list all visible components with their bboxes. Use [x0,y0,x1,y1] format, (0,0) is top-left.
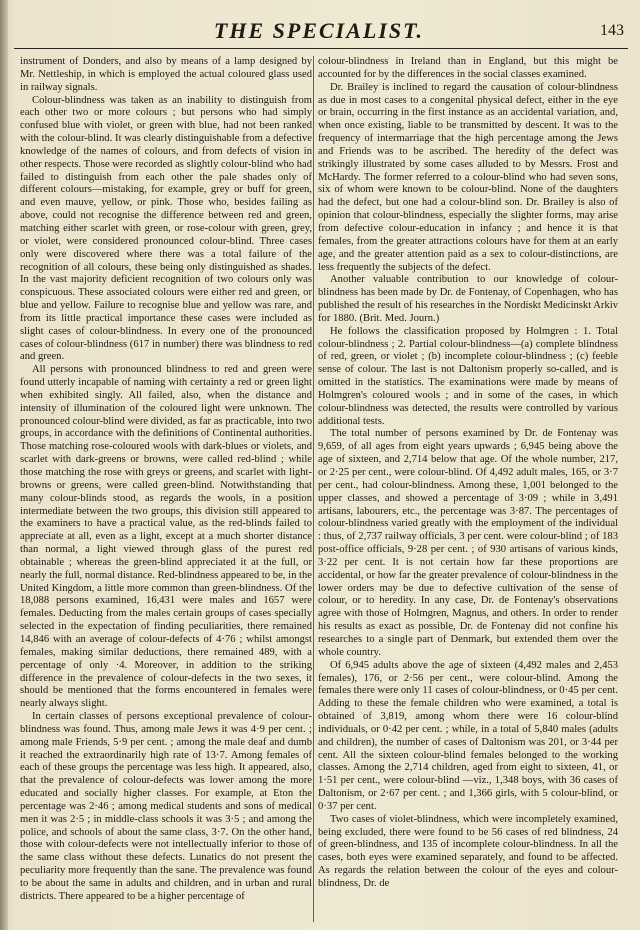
paragraph: All persons with pronounced blindness to red and green were found utterly incapable of naming with certainty a red or green light when exhibited singly. All failed, also, when the distance and intensity of illumination of the coloured light were unknown. The pronounced colour-blind were divided, as far as practicable, into two groups, in accordance with the definitions of Continental authorities. Those matching rose-coloured wools with dark-blues or violets, and scarlet with dark-greens or browns, were called red-blind ; while those matching the rose with greys or greens, and scarlet with light-browns or greens, were called green-blind. Notwithstanding that many colour-blinds stood, as regards the wools, in a position intermediate between the two groups, this division still appeared to the examiners to have a practical value, as the red-blinds failed to appreciate at all, even as a light, except at a much shorter distance than normal, a light viewed through glass of the purest red obtainable ; whereas the green-blind appreciated it at the full, or nearly the full, normal distance. Red-blindness appeared to be, in the United Kingdom, a little more common than green-blindness. Of the 18,088 persons examined, 16,431 were males and 1657 were females. Deducting from the males certain groups of cases specially selected in the expectation of finding peculiarities, there remained 14,846 with an average of colour-defects of 4·76 ; whilst amongst females, making similar deductions, there remained 489, with a percentage of only ·4. Moreover, in addition to the striking difference in the prevalence of colour-defects in the two sexes, it should be mentioned that the forms encountered in females were nearly always slight. [20,364,312,710]
page-binding-shadow [0,0,8,930]
page-number: 143 [600,22,624,39]
paragraph: Colour-blindness was taken as an inability to distinguish from each other two or more colours ; but persons who had simply confused blue with violet, or green with blue, had not been ranked with the colour-blind. It was clearly distinguishable from a defective knowledge of the names of colours, and from defects of vision in other respects. Those were recorded as slightly colour-blind who had failed to distinguish from each other the pale shades only of different colours—mistaking, for example, grey or buff for green, and even mauve, yellow, or pink. Those who, besides failing as above, could not recognise the difference between red and green, matching either scarlet with green, or rose-colour with green, grey, or violet, were considered pronounced colour-blind. Three cases only were discovered where there was a total failure of the recognition of all colours, these being only distinguished as shades. In the vast majority deficient recognition of two colours only was conspicuous. These associated colours were either red and green, or blue and yellow. Failure to recognise blue and yellow was rare, and from its little practical importance these cases were included as slight cases of colour-blindness. In every one of the pronounced cases of colour-blindness (617 in number) there was blindness to red and green. [20,94,312,363]
paragraph: The total number of persons examined by Dr. de Fontenay was 9,659, of all ages from eight years upwards ; 6,945 being above the age of sixteen, and 2,714 below that age. Of the whole number, 217, or 2·25 per cent., were colour-blind. Of 4,492 adult males, 165, or 3·7 per cent., had colour-blindness. Among these, 1,001 belonged to the upper classes, and showed a percentage of 3·09 ; while in 3,491 artisans, labourers, etc., the percentage was 3·87. The percentages of colour-blindness varied greatly with the employment of the individual : thus, of 2,737 railway officials, 3 per cent. were colour-blind ; of 183 post-office officials, 9·28 per cent. ; of 930 artisans of various kinds, 3·22 per cent. It is not certain how far these proportions are accidental, or how far the greater prevalence of colour-blindness in the lower orders may be due to defective cultivation of the sense of colour, or to heredity. In any case, Dr. de Fontenay's observations agree with those of Holmgren, Magnus, and others. In order to render his results as exact as possible, Dr. de Fontenay did not confine his researches to a single part of Denmark, but extended them over the whole country. [318,428,618,658]
paragraph: Dr. Brailey is inclined to regard the causation of colour-blindness as due in most cases to a congenital physical defect, either in the eye or brain, occurring in the first instance as an accidental variation, and, when once existing, liable to be transmitted by descent. It was to the frequency of intermarriage that the high percentage among the Jews and Friends was to be ascribed. The heredity of the defect was strikingly illustrated by some cases alluded to by Messrs. Frost and McHardy. The former referred to a colour-blind who had seven sons, six of whom were known to be colour-blind. None of the daughters had the defect, but one had a colour-blind son. Dr. Brailey is also of opinion that colour-blindness, especially the slighter forms, may arise from defective colour-education in infancy ; and hence it is that females, from the greater attractions colours have for them at an early age, and the greater attention paid as a sex to colour-distinctions, are less frequently the subjects of the defect. [318,81,618,273]
running-title: THE SPECIALIST. [213,18,425,43]
header-rule [14,48,628,49]
paragraph: Of 6,945 adults above the age of sixteen (4,492 males and 2,453 females), 176, or 2·56 per cent., were colour-blind. Among the females there were only 11 cases of colour-blindness, or 0·45 per cent. Adding to these the female children who were examined, a total is obtained of 3,819, among whom there were 16 colour-blind individuals, or 0·42 per cent. ; while, in a total of 5,840 males (adults and children), the number of cases of Daltonism was 201, or 3·44 per cent. All the sixteen colour-blind females belonged to the working classes. Among the 2,714 children, aged from eight to sixteen, 41, or 1·51 per cent., were colour-blind —viz., 1,348 boys, with 36 cases of Daltonism, or 2·67 per cent. ; and 1,366 girls, with 5 colour-blind, or 0·37 per cent. [318,659,618,812]
paragraph: colour-blindness in Ireland than in England, but this might be accounted for by the differences in the social classes examined. [318,56,618,80]
paragraph: He follows the classification proposed by Holmgren : 1. Total colour-blindness ; 2. Partial colour-blindness—(a) complete blindness of red, green, or violet ; (b) incomplete colour-blindness ; (c) feeble sense of colour. The last is not Daltonism properly so-called, and is omitted in the statistics. The examinations were made by means of Holmgren's coloured wools ; and in some of the cases, in which colour-blindness was detected, the results were controlled by various additional tests. [318,325,618,427]
left-column [20,56,312,922]
paragraph: instrument of Donders, and also by means of a lamp designed by Mr. Nettleship, in which is employed the actual coloured glass used in railway signals. [20,56,312,93]
column-divider [313,56,314,922]
paragraph: Another valuable contribution to our knowledge of colour-blindness has been made by Dr. de Fontenay, of Copenhagen, who has published the result of his researches in the Nordiskt Medicinskt Arkiv for 1880. (Brit. Med. Journ.) [318,274,618,324]
paragraph: Two cases of violet-blindness, which were incompletely examined, being excluded, there were found to be 56 cases of red blindness, 24 of green-blindness, and 135 of incomplete colour-blindness. In all the cases, both eyes were examined separately, and found to be affected. As regards the relation between the colour of the eyes and colour-blindness, Dr. de [318,813,618,889]
running-header [10,12,628,52]
paragraph: In certain classes of persons exceptional prevalence of colour-blindness was found. Thus, among male Jews it was 4·9 per cent. ; among male Friends, 5·9 per cent. ; among the male deaf and dumb it reached the extraordinarily high rate of 13·7. Among females of each of these groups the percentage was less high. It appeared, also, that the prevalence of colour-defects was lower among the more educated and socially higher classes. For example, at Eton the percentage was 2·46 ; among medical students and sons of medical men it was 2·5 ; in middle-class schools it was 3·5 ; and among the police, and schools of about the same class, 3·7. On the other hand, those with colour-defects were not intellectually inferior to those of the same class without these defects. Lunatics do not present the peculiarity more frequently than the sane. The prevalence was found to be about the same in adults and children, and in urban and rural districts. There appeared to be a higher percentage of [20,711,312,902]
right-column [318,56,618,922]
